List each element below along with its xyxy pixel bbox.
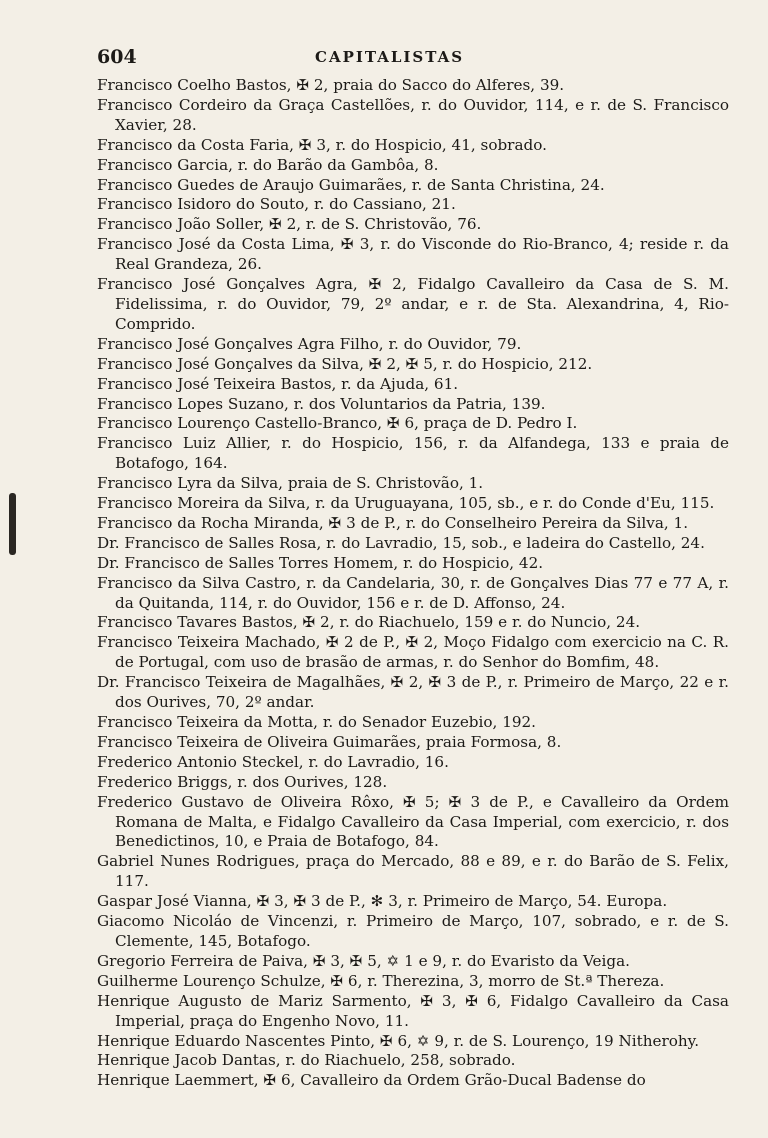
directory-entry: Francisco Tavares Bastos, ✠ 2, r. do Riachuelo, 159 e r. do Nuncio, 24. xyxy=(97,613,641,632)
directory-entry: Francisco Garcia, r. do Barão da Gambôa, 8. xyxy=(97,155,439,174)
directory-entry: Francisco José Teixeira Bastos, r. da Ajuda, 61. xyxy=(97,374,459,393)
directory-entry: Frederico Antonio Steckel, r. do Lavradio, 16. xyxy=(97,752,449,771)
directory-entry: Henrique Eduardo Nascentes Pinto, ✠ 6, ✡ 9, r. de S. Lourenço, 19 Nitherohy. xyxy=(97,1031,700,1050)
margin-ink-mark xyxy=(9,493,16,555)
page-header xyxy=(0,46,768,72)
directory-entry: Francisco Lyra da Silva, praia de S. Christovão, 1. xyxy=(97,474,484,493)
directory-entry: Frederico Briggs, r. dos Ourives, 128. xyxy=(97,772,388,791)
directory-entry: Francisco Luiz Allier, r. do Hospicio, 156, r. da Alfandega, 133 e praia de Botafogo, 164. xyxy=(97,434,729,473)
directory-entry: Henrique Augusto de Mariz Sarmento, ✠ 3, ✠ 6, Fidalgo Cavalleiro da Casa Imperial, praça do Engenho Novo, 11. xyxy=(97,991,729,1030)
directory-entry: Francisco da Rocha Miranda, ✠ 3 de P., r. do Conselheiro Pereira da Silva, 1. xyxy=(97,513,689,532)
directory-entry: Gaspar José Vianna, ✠ 3, ✠ 3 de P., ✻ 3, r. Primeiro de Março, 54. Europa. xyxy=(97,892,668,911)
directory-entry: Dr. Francisco de Salles Torres Homem, r. do Hospicio, 42. xyxy=(97,553,544,572)
directory-entry: Francisco Lourenço Castello-Branco, ✠ 6, praça de D. Pedro I. xyxy=(97,414,578,433)
directory-entry: Dr. Francisco de Salles Rosa, r. do Lavradio, 15, sob., e ladeira do Castello, 24. xyxy=(97,533,705,552)
directory-entry: Guilherme Lourenço Schulze, ✠ 6, r. Therezina, 3, morro de St.ª Thereza. xyxy=(97,971,665,990)
directory-entry: Francisco Moreira da Silva, r. da Uruguayana, 105, sb., e r. do Conde d'Eu, 115. xyxy=(97,494,715,513)
directory-entry: Frederico Gustavo de Oliveira Rôxo, ✠ 5; ✠ 3 de P., e Cavalleiro da Ordem Romana de Malta, e Fidalgo Cavalleiro da Casa Imperial, com exercicio, r. dos Benedictinos, 10, e Praia de Botafogo, 84. xyxy=(97,792,729,851)
directory-entry: Francisco Teixeira de Oliveira Guimarães, praia Formosa, 8. xyxy=(97,732,562,751)
page-number: 604 xyxy=(97,46,137,68)
directory-entry: Gregorio Ferreira de Paiva, ✠ 3, ✠ 5, ✡ 1 e 9, r. do Evaristo da Veiga. xyxy=(97,951,631,970)
running-title: CAPITALISTAS xyxy=(315,48,465,66)
directory-entry: Francisco Teixeira da Motta, r. do Senador Euzebio, 192. xyxy=(97,713,537,731)
directory-entry: Francisco Coelho Bastos, ✠ 2, praia do Sacco do Alferes, 39. xyxy=(97,76,565,94)
directory-entry: Francisco José Gonçalves da Silva, ✠ 2, ✠ 5, r. do Hospicio, 212. xyxy=(97,354,593,373)
directory-entry: Francisco José da Costa Lima, ✠ 3, r. do Visconde do Rio-Branco, 4; reside r. da Real Grandeza, 26. xyxy=(97,235,729,274)
directory-entry: Dr. Francisco Teixeira de Magalhães, ✠ 2, ✠ 3 de P., r. Primeiro de Março, 22 e r. dos Ourives, 70, 2º andar. xyxy=(97,673,729,712)
directory-entry: Francisco José Gonçalves Agra, ✠ 2, Fidalgo Cavalleiro da Casa de S. M. Fidelissima, r. do Ouvidor, 79, 2º andar, e r. de Sta. Alexandrina, 4, Rio-Comprido. xyxy=(97,275,729,333)
directory-entry: Francisco Cordeiro da Graça Castellões, r. do Ouvidor, 114, e r. de S. Francisco Xavier, 28. xyxy=(97,95,729,134)
directory-entry: Giacomo Nicoláo de Vincenzi, r. Primeiro de Março, 107, sobrado, e r. de S. Clemente, 145, Botafogo. xyxy=(97,912,729,950)
directory-entry: Francisco Teixeira Machado, ✠ 2 de P., ✠ 2, Moço Fidalgo com exercicio na C. R. de Portugal, com uso de brasão de armas, r. do Senhor do Bomfim, 48. xyxy=(97,633,729,672)
directory-entry: Gabriel Nunes Rodrigues, praça do Mercado, 88 e 89, e r. do Barão de S. Felix, 117. xyxy=(97,852,729,891)
directory-entry: Francisco Lopes Suzano, r. dos Voluntarios da Patria, 139. xyxy=(97,394,546,413)
directory-entry: Henrique Laemmert, ✠ 6, Cavalleiro da Ordem Grão-Ducal Badense do xyxy=(97,1071,646,1090)
directory-entries xyxy=(97,76,729,1091)
directory-entry: Francisco da Costa Faria, ✠ 3, r. do Hospicio, 41, sobrado. xyxy=(97,135,547,154)
directory-entry: Francisco João Soller, ✠ 2, r. de S. Christovão, 76. xyxy=(97,215,482,234)
directory-entry: Henrique Jacob Dantas, r. do Riachuelo, 258, sobrado. xyxy=(97,1051,516,1070)
directory-entry: Francisco José Gonçalves Agra Filho, r. do Ouvidor, 79. xyxy=(97,334,522,353)
directory-entry: Francisco da Silva Castro, r. da Candelaria, 30, r. de Gonçalves Dias 77 e 77 A, r. da Quitanda, 114, r. do Ouvidor, 156 e r. de D. Affonso, 24. xyxy=(97,573,729,612)
directory-entry: Francisco Guedes de Araujo Guimarães, r. de Santa Christina, 24. xyxy=(97,175,605,194)
directory-entry: Francisco Isidoro do Souto, r. do Cassiano, 21. xyxy=(97,195,456,214)
